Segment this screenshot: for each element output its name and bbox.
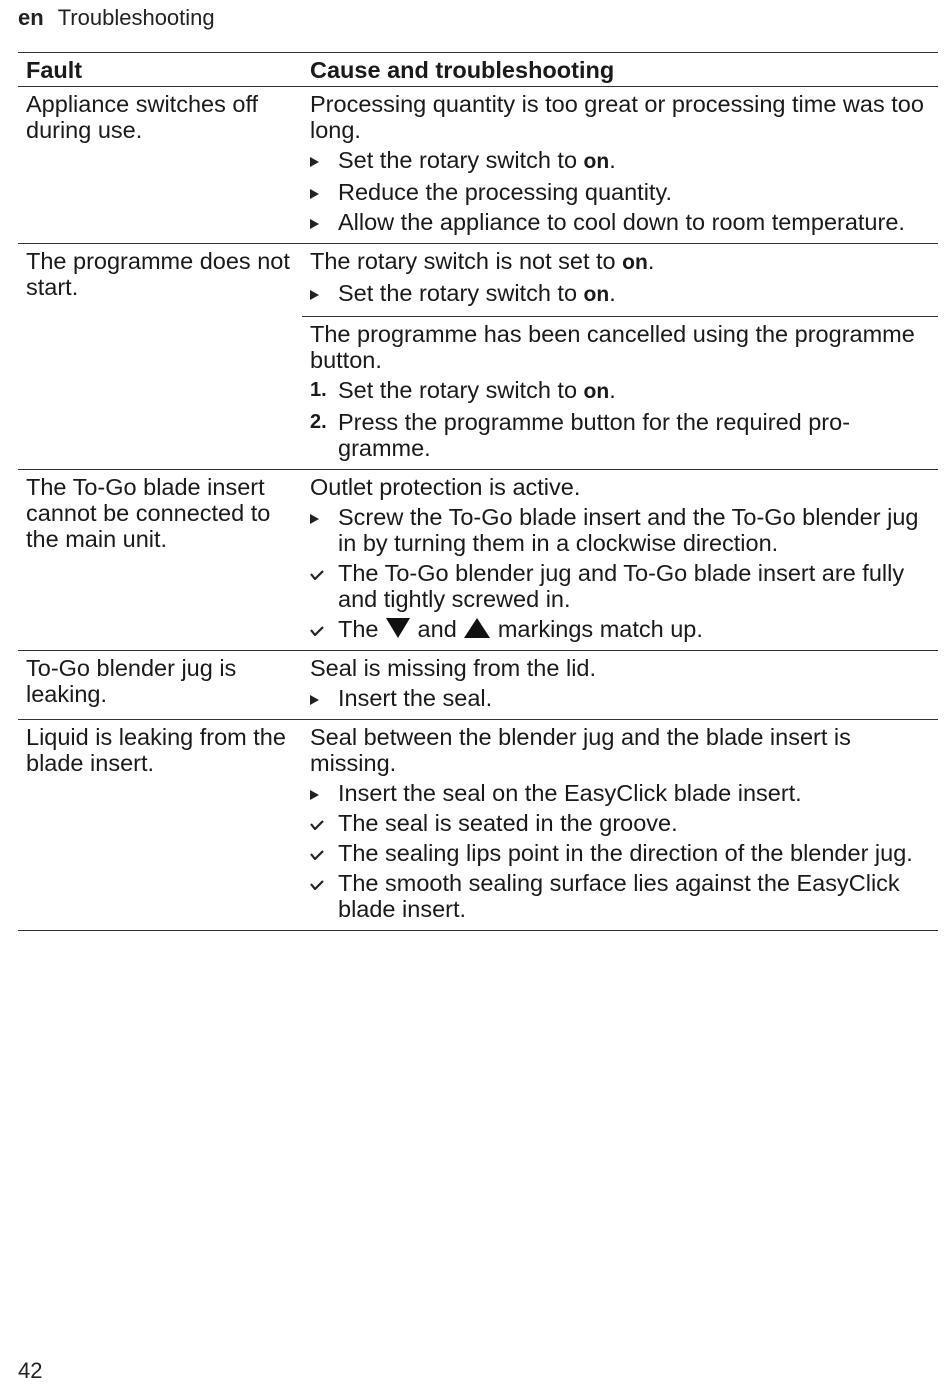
result-item <box>310 870 932 922</box>
step-text: Set the rotary switch to <box>338 377 584 403</box>
cause-description: Processing quantity is too great or processing time was too long. <box>310 91 924 143</box>
bullet-triangle-icon <box>310 780 338 806</box>
on-label: on <box>583 380 610 403</box>
table-row <box>18 470 938 651</box>
bullet-triangle-icon <box>310 209 338 235</box>
result-text: The sealing lips point in the direction of the blender jug. <box>338 840 913 866</box>
checkmark-icon <box>310 616 338 642</box>
table-row <box>18 651 938 720</box>
table-header-row <box>18 53 938 87</box>
step-number: 1. <box>310 379 327 401</box>
result-item <box>310 840 932 866</box>
checkmark-icon <box>310 560 338 612</box>
cause-cell <box>302 470 938 650</box>
checkmark-icon <box>310 840 338 866</box>
language-code: en <box>18 5 44 30</box>
bullet-triangle-icon <box>310 504 338 556</box>
result-text-mid: and <box>411 616 464 642</box>
checkmark-icon <box>310 870 338 922</box>
step-text: Allow the appliance to cool down to room temperature. <box>338 209 905 235</box>
result-text: The smooth sealing surface lies against the EasyClick blade insert. <box>338 870 900 922</box>
column-header-fault: Fault <box>26 57 83 83</box>
result-text: The <box>338 616 386 642</box>
checkmark-icon <box>310 810 338 836</box>
numbered-step <box>310 409 932 461</box>
cause-description: Outlet protection is active. <box>310 474 581 500</box>
step-text: Insert the seal on the EasyClick blade insert. <box>338 780 802 806</box>
cause-cell <box>302 720 938 930</box>
step-text-end: . <box>609 280 616 306</box>
result-item <box>310 616 932 642</box>
cause-description: Seal between the blender jug and the blade insert is missing. <box>310 724 851 776</box>
troubleshooting-table <box>18 52 938 931</box>
bullet-triangle-icon <box>310 280 338 308</box>
step-number: 2. <box>310 411 327 433</box>
action-step <box>310 780 932 806</box>
action-step <box>310 280 932 308</box>
fault-cell: Appliance switches off during use. <box>26 91 259 143</box>
cause-description: Seal is missing from the lid. <box>310 655 597 681</box>
result-text: The seal is seated in the groove. <box>338 810 678 836</box>
on-label: on <box>622 251 648 274</box>
page-number: 42 <box>18 1358 43 1383</box>
result-text-end: markings match up. <box>491 616 703 642</box>
fault-cell: The To-Go blade insert cannot be connected to the main unit. <box>26 474 271 552</box>
triangle-up-icon <box>463 617 491 639</box>
numbered-step <box>310 377 932 405</box>
fault-cell: The programme does not start. <box>26 248 290 300</box>
column-header-cause: Cause and troubleshooting <box>310 57 615 83</box>
cause-description <box>310 248 932 276</box>
action-step <box>310 209 932 235</box>
step-text: Set the rotary switch to <box>338 147 584 173</box>
on-label: on <box>583 283 610 306</box>
cause-cell <box>302 316 938 469</box>
step-text: Press the programme button for the required programme. <box>338 409 851 461</box>
cause-text-end: . <box>647 248 655 274</box>
cause-description: The programme has been cancelled using the programme button. <box>310 321 915 373</box>
bullet-triangle-icon <box>310 685 338 711</box>
cause-text: The rotary switch is not set to <box>310 248 623 274</box>
step-text: Set the rotary switch to <box>338 280 584 306</box>
fault-cell: Liquid is leaking from the blade insert. <box>26 724 286 776</box>
cause-cell <box>302 244 938 316</box>
step-text: Insert the seal. <box>338 685 493 711</box>
action-step <box>310 179 932 205</box>
cause-cell <box>302 87 938 243</box>
triangle-down-icon <box>385 617 411 639</box>
step-text-end: . <box>609 147 616 173</box>
table-row <box>18 720 938 931</box>
on-label: on <box>583 150 610 173</box>
result-text: The To-Go blender jug and To-Go blade insert are fully and tightly screwed in. <box>338 560 905 612</box>
result-item <box>310 560 932 612</box>
section-title: Troubleshooting <box>57 5 215 30</box>
result-item <box>310 810 932 836</box>
action-step <box>310 504 932 556</box>
fault-cell: To-Go blender jug is leaking. <box>26 655 237 707</box>
step-text: Screw the To-Go blade insert and the To-Go blender jug in by turning them in a clockwise direction. <box>338 504 919 556</box>
step-text: Reduce the processing quantity. <box>338 179 672 205</box>
bullet-triangle-icon <box>310 147 338 175</box>
cause-cell <box>302 651 938 719</box>
bullet-triangle-icon <box>310 179 338 205</box>
action-step <box>310 147 932 175</box>
table-row <box>18 87 938 244</box>
table-row <box>18 244 938 470</box>
step-text-end: . <box>609 377 616 403</box>
action-step <box>310 685 932 711</box>
page-header <box>18 5 215 31</box>
